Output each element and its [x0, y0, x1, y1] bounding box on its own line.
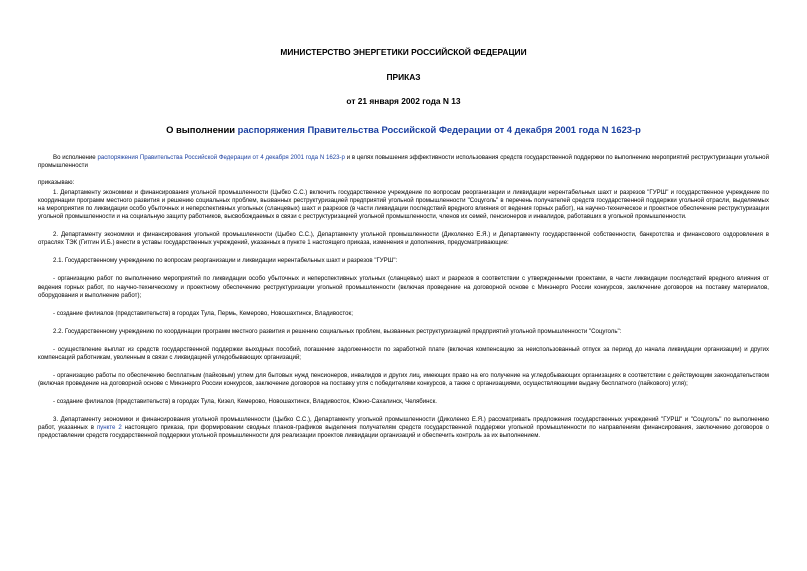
document-type-heading: ПРИКАЗ [386, 72, 421, 82]
paragraph-3-item-link[interactable]: пункте 2 [96, 423, 122, 431]
paragraph-3-after: настоящего приказа, при формировании сводных планов-графиков выделения получателям средств государственной поддержки угольной промышленности по направлениям финансирования, заключению договоров о предоставлении средств государственной поддержки угольной промышленности для реализации проектов ликвидации организаций и обеспечить контроль за их выполнением. [38, 423, 769, 440]
title-decree-link[interactable]: распоряжения Правительства Российской Федерации от 4 декабря 2001 года N 1623-р [237, 124, 641, 135]
document-title [38, 124, 769, 136]
paragraph-3 [38, 416, 769, 440]
paragraph-2: 2. Департаменту экономики и финансирования угольной промышленности (Цыбко С.С.), Департаменту угольной промышленности (Диколенко Е.Я.) и Департаменту государственной собственности, банкротства и финансового оздоровления в отраслях ТЭК (Гитгин И.Б.) внести в уставы государственных учреждений, указанных в пункте 1 настоящего приказа, изменения и дополнения, предусматривающие: [38, 231, 769, 247]
paragraph-2-2-b: - организацию работы по обеспечению бесплатным (пайковым) углем для бытовых нужд пенсионеров, инвалидов и других лиц, имеющих право на его получение на угледобывающих организациях в соответствии с действующим законодательством (включая проведение на договорной основе с Минэнерго России конкурсов, заключение договоров на поставку угля с победителями конкурсов, а также с организациями, осуществляющими выдачу бесплатного (пайкового) угля); [38, 371, 769, 387]
paragraph-2-1-a: - организацию работ по выполнению мероприятий по ликвидации особо убыточных и неперспективных угольных (сланцевых) шахт и разрезов в соответствии с утвержденными проектами, в части ликвидации последствий вредного влияния от ведения горных работ, по научно-техническому и проектному обеспечению реструктуризации угольной промышленности (включая проведение на договорной основе с Минэнерго России конкурсов, заключение договоров на поставку материалов, оборудования и выполнение работ); [38, 275, 769, 299]
document-date-number: от 21 января 2002 года N 13 [346, 96, 461, 106]
document-body [38, 154, 769, 440]
orders-label: приказываю: [38, 179, 75, 187]
paragraph-2-2-a: - осуществление выплат из средств государственной поддержки выходных пособий, погашение задолженности по заработной плате (включая компенсацию за неиспользованный отпуск за период до начала ликвидации организации) и других компенсаций работникам, уволенным в связи с ликвидацией угледобывающих организаций; [38, 345, 769, 361]
title-prefix: О выполнении [166, 124, 238, 135]
paragraph-2-1: 2.1. Государственному учреждению по вопросам реорганизации и ликвидации нерентабельных шахт и разрезов "ГУРШ": [53, 257, 398, 265]
ministry-heading: МИНИСТЕРСТВО ЭНЕРГЕТИКИ РОССИЙСКОЙ ФЕДЕРАЦИИ [280, 47, 527, 57]
intro-decree-link[interactable]: распоряжения Правительства Российской Федерации от 4 декабря 2001 года N 1623-р [97, 154, 345, 161]
paragraph-2-2: 2.2. Государственному учреждению по координации программ местного развития и решению социальных проблем, вызванных реструктуризацией предприятий угольной промышленности "Соцуголь": [53, 327, 622, 335]
intro-text-after: и в целях повышения эффективности использования средств государственной поддержки по выполнению мероприятий реструктуризации угольной промышленности [38, 154, 769, 170]
paragraph-1: 1. Департаменту экономики и финансирования угольной промышленности (Цыбко С.С.) включить государственное учреждение по вопросам реорганизации и ликвидации нерентабельных шахт и разрезов "ГУРШ" и государственное учреждение по координации программ местного развития и решению социальных проблем, вызванных реструктуризацией предприятий угольной промышленности "Соцуголь" в перечень получателей средств государственной поддержки угольной отрасли, выделяемых на мероприятия по ликвидации особо убыточных и неперспективных угольных (сланцевых) шахт и разрезов (в части ликвидации последствий вредного влияния от ведения горных работ), на научно-техническое и проектное обеспечение реструктуризации угольной промышленности и на социальную защиту работников, высвобождаемых в связи с реструктуризацией угольной промышленности, членов их семей, пенсионеров и инвалидов, работавших в угольной промышленности. [38, 189, 769, 221]
intro-text-before: Во исполнение [53, 154, 98, 161]
paragraph-3-before: 3. Департаменту экономики и финансирования угольной промышленности (Цыбко С.С.), Департаменту угольной промышленности (Диколенко Е.Я.) рассматривать предложения государственных учреждений "ГУРШ" и "Соцуголь" по выполнению работ, указанных в [38, 415, 769, 431]
paragraph-2-1-b: - создание филиалов (представительств) в городах Тула, Пермь, Кемерово, Новошахтинск, Владивосток; [53, 309, 353, 317]
intro-paragraph [38, 154, 769, 170]
paragraph-2-2-c: - создание филиалов (представительств) в городах Тула, Кизел, Кемерово, Новошахтинск, Владивосток, Южно-Сахалинск, Челябинск. [53, 397, 437, 405]
